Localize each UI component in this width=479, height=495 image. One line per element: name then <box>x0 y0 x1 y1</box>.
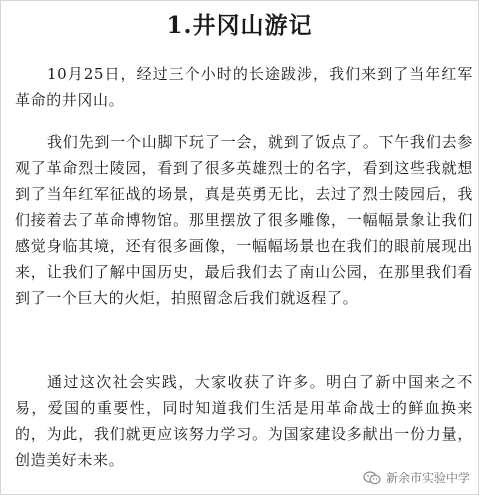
watermark <box>363 469 470 486</box>
paragraph-3: 通过这次社会实践，大家收获了许多。明白了新中国来之不易，爱国的重要性，同时知道我们生活是用革命战士的鲜血换来的，为此，我们就更应该努力学习。为国家建设多献出一份力量，创造美好未来。 <box>15 373 473 469</box>
watermark-text: 新余市实验中学 <box>385 471 470 485</box>
document-title: 1.井冈山游记 <box>166 12 313 39</box>
paragraph-2: 我们先到一个山脚下玩了一会，就到了饭点了。下午我们去参观了革命烈士陵园，看到了很多英雄烈士的名字，看到这些我就想到了当年红军征战的场景，真是英勇无比，去过了烈士陵园后，我们接着去了革命博物馆。那里摆放了很多雕像，一幅幅景象让我们感觉身临其境，还有很多画像，一幅幅场景也在我们的眼前展现出来，让我们了解中国历史，最后我们去了南山公园，在那里我们看到了一个巨大的火炬，拍照留念后我们就返程了。 <box>15 133 473 307</box>
paragraph-1: 10月25日，经过三个小时的长途跋涉，我们来到了当年红军革命的井冈山。 <box>15 65 473 109</box>
wechat-icon <box>363 471 381 485</box>
